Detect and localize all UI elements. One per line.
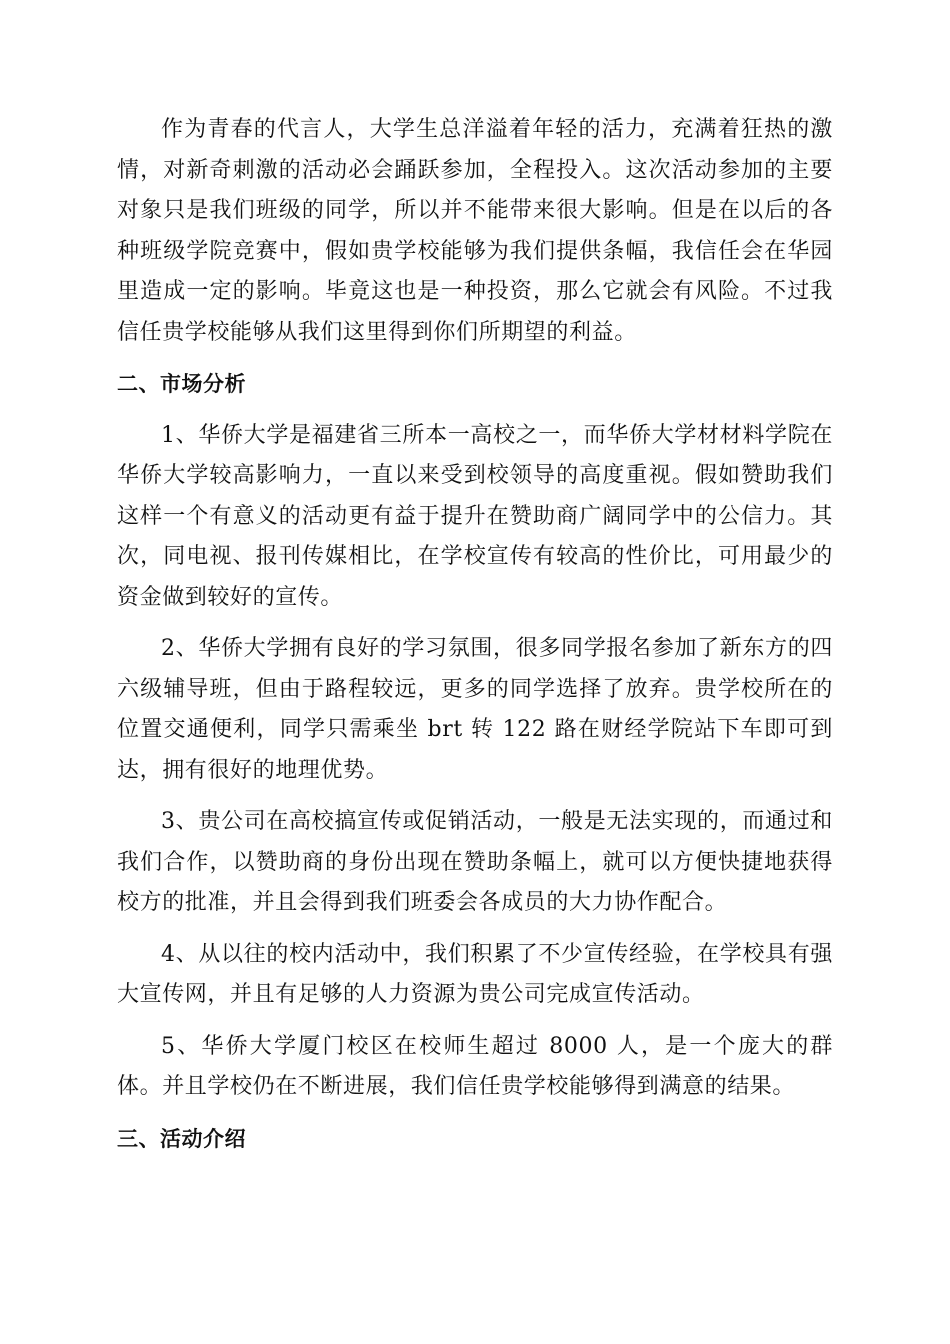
market-analysis-item-2: 2、华侨大学拥有良好的学习氛围，很多同学报名参加了新东方的四六级辅导班，但由于路程较远，更多的同学选择了放弃。贵学校所在的位置交通便利，同学只需乘坐 brt 转 122 路在财经学院站下车即可到达，拥有很好的地理优势。 [117, 636, 833, 783]
spacer [117, 1108, 833, 1119]
spacer [117, 353, 833, 364]
spacer [117, 618, 833, 629]
document-page [117, 110, 833, 1159]
spacer [117, 924, 833, 935]
section-heading-market-analysis: 二、市场分析 [117, 372, 246, 396]
market-analysis-item-3: 3、贵公司在高校搞宣传或促销活动，一般是无法实现的，而通过和我们合作，以赞助商的身份出现在赞助条幅上，就可以方便快捷地获得校方的批准，并且会得到我们班委会各成员的大力协作配合。 [117, 809, 833, 915]
market-analysis-item-5: 5、华侨大学厦门校区在校师生超过 8000 人，是一个庞大的群体。并且学校仍在不断进展，我们信任贵学校能够得到满意的结果。 [117, 1033, 833, 1099]
market-analysis-item-1: 1、华侨大学是福建省三所本一高校之一，而华侨大学材材料学院在华侨大学较高影响力，一直以来受到校领导的高度重视。假如赞助我们这样一个有意义的活动更有益于提升在赞助商广阔同学中的公信力。其次，同电视、报刊传媒相比，在学校宣传有较高的性价比，可用最少的资金做到较好的宣传。 [117, 422, 833, 610]
section-heading-activity-intro: 三、活动介绍 [117, 1126, 246, 1151]
spacer [117, 1016, 833, 1027]
spacer [117, 405, 833, 416]
market-analysis-item-4: 4、从以往的校内活动中，我们积累了不少宣传经验，在学校具有强大宣传网，并且有足够的人力资源为贵公司完成宣传活动。 [117, 941, 833, 1007]
intro-paragraph: 作为青春的代言人，大学生总洋溢着年轻的活力，充满着狂热的激情，对新奇刺激的活动必会踊跃参加，全程投入。这次活动参加的主要对象只是我们班级的同学，所以并不能带来很大影响。但是在以后的各种班级学院竞赛中，假如贵学校能够为我们提供条幅，我信任会在华园里造成一定的影响。毕竟这也是一种投资，那么它就会有风险。不过我信任贵学校能够从我们这里得到你们所期望的利益。 [117, 117, 833, 345]
spacer [117, 791, 833, 802]
